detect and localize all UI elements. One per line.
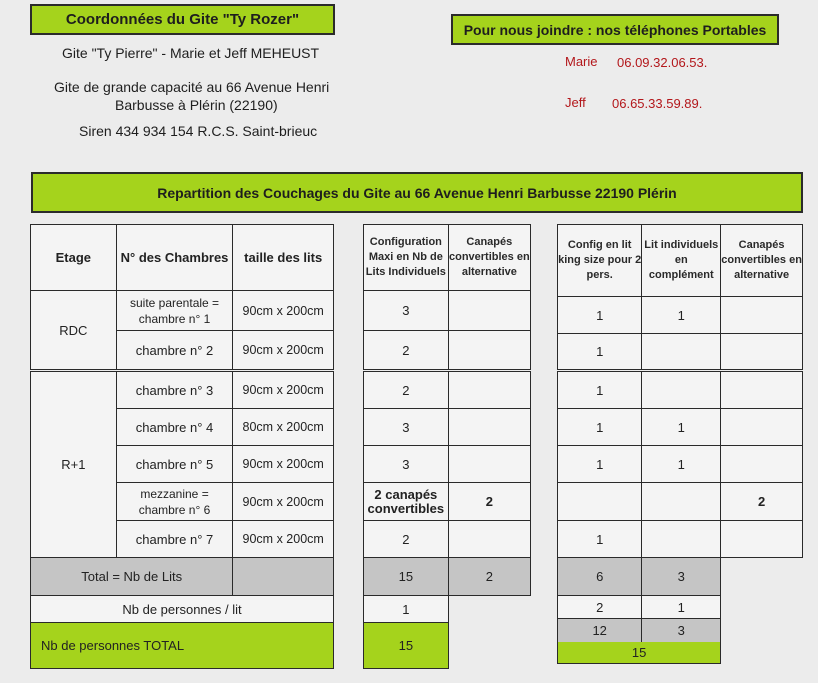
- config-cell: 2: [364, 331, 449, 371]
- persons-per-bed-label: Nb de personnes / lit: [31, 596, 334, 623]
- total-empty: [233, 558, 334, 596]
- floor-r1: R+1: [31, 371, 117, 558]
- contact-jeff-phone[interactable]: 06.65.33.59.89.: [612, 96, 703, 111]
- spacer: [448, 596, 530, 623]
- canape-cell: [448, 291, 530, 331]
- spacer: [448, 623, 530, 669]
- header-taille: taille des lits: [233, 225, 334, 291]
- room-size: 90cm x 200cm: [233, 331, 334, 371]
- spacer: [721, 596, 803, 619]
- canape-alt-cell: [721, 521, 803, 558]
- config-table: [363, 224, 531, 669]
- gite-title: Coordonnées du Gite "Ty Rozer": [65, 11, 300, 28]
- owners-text: Gite "Ty Pierre" - Marie et Jeff MEHEUST: [62, 45, 320, 61]
- canape-alt-cell: 2: [721, 483, 803, 521]
- header-chambres: N° des Chambres: [116, 225, 233, 291]
- king-persons-per-bed: 2: [558, 596, 642, 619]
- room-size: 90cm x 200cm: [233, 371, 334, 409]
- contact-jeff-name: Jeff: [565, 95, 586, 110]
- canape-cell: [448, 331, 530, 371]
- config-cell: 2: [364, 521, 449, 558]
- room-size: 90cm x 200cm: [233, 291, 334, 331]
- header-canapes-alt: Canapés convertibles en alternative: [721, 225, 803, 297]
- address-line-1: Gite de grande capacité au 66 Avenue Henri: [54, 79, 330, 95]
- canape-alt-cell: [721, 446, 803, 483]
- header-canapes: Canapés convertibles en alternative: [448, 225, 530, 291]
- phones-title-box: [451, 14, 779, 45]
- canape-cell: [448, 371, 530, 409]
- persons-total-label: Nb de personnes TOTAL: [31, 623, 334, 669]
- contact-marie-name: Marie: [565, 54, 598, 69]
- canape-alt-cell: [721, 297, 803, 334]
- canape-cell: 2: [448, 483, 530, 521]
- header-config-maxi: Configuration Maxi en Nb de Lits Individuels: [364, 225, 449, 291]
- indiv-cell: [642, 483, 721, 521]
- king-cell: 1: [558, 297, 642, 334]
- config-persons-total: 15: [364, 623, 449, 669]
- room-size: 90cm x 200cm: [233, 446, 334, 483]
- header-etage: Etage: [31, 225, 117, 291]
- config-cell: 2: [364, 371, 449, 409]
- floor-rdc: RDC: [31, 291, 117, 371]
- address-line-2: Barbusse à Plérin (22190): [115, 97, 278, 113]
- indiv-total: 3: [642, 558, 721, 596]
- king-total: 6: [558, 558, 642, 596]
- canape-alt-cell: [721, 371, 803, 409]
- indiv-cell: [642, 371, 721, 409]
- room-name: chambre n° 4: [116, 409, 233, 446]
- room-name: suite parentale = chambre n° 1: [116, 291, 233, 331]
- king-persons-sub: 12: [558, 619, 642, 642]
- indiv-cell: 1: [642, 409, 721, 446]
- canape-alt-cell: [721, 334, 803, 371]
- header-king-size: Config en lit king size pour 2 pers.: [558, 225, 642, 297]
- config-cell: 2 canapés convertibles: [364, 483, 449, 521]
- room-size: 90cm x 200cm: [233, 521, 334, 558]
- canape-cell: [448, 446, 530, 483]
- room-size: 80cm x 200cm: [233, 409, 334, 446]
- siren-text: Siren 434 934 154 R.C.S. Saint-brieuc: [79, 123, 318, 139]
- rooms-table: [30, 224, 334, 669]
- room-name: chambre n° 7: [116, 521, 233, 558]
- king-cell: 1: [558, 409, 642, 446]
- config-cell: 3: [364, 291, 449, 331]
- spacer: [721, 619, 803, 642]
- king-persons-total: 15: [558, 642, 721, 664]
- canape-total: 2: [448, 558, 530, 596]
- config-cell: 3: [364, 446, 449, 483]
- config-total: 15: [364, 558, 449, 596]
- room-name: chambre n° 5: [116, 446, 233, 483]
- king-cell: 1: [558, 371, 642, 409]
- king-cell: 1: [558, 521, 642, 558]
- kingsize-table: [557, 224, 803, 664]
- room-name: chambre n° 2: [116, 331, 233, 371]
- config-persons-per-bed: 1: [364, 596, 449, 623]
- room-size: 90cm x 200cm: [233, 483, 334, 521]
- king-cell: [558, 483, 642, 521]
- king-cell: 1: [558, 446, 642, 483]
- gite-title-box: [30, 4, 335, 35]
- section-title-box: [31, 172, 803, 213]
- canape-cell: [448, 521, 530, 558]
- indiv-persons-per-bed: 1: [642, 596, 721, 619]
- indiv-persons-sub: 3: [642, 619, 721, 642]
- indiv-cell: [642, 521, 721, 558]
- canape-alt-cell: [721, 409, 803, 446]
- section-title: Repartition des Couchages du Gite au 66 Avenue Henri Barbusse 22190 Plérin: [157, 184, 677, 201]
- config-cell: 3: [364, 409, 449, 446]
- indiv-cell: 1: [642, 297, 721, 334]
- header-lit-individuels: Lit individuels en complément: [642, 225, 721, 297]
- king-cell: 1: [558, 334, 642, 371]
- total-label: Total = Nb de Lits: [31, 558, 233, 596]
- phones-title: Pour nous joindre : nos téléphones Portables: [463, 21, 767, 38]
- spacer: [721, 558, 803, 596]
- room-name: mezzanine = chambre n° 6: [116, 483, 233, 521]
- room-name: chambre n° 3: [116, 371, 233, 409]
- indiv-cell: 1: [642, 446, 721, 483]
- canape-cell: [448, 409, 530, 446]
- indiv-cell: [642, 334, 721, 371]
- spacer: [721, 642, 803, 664]
- contact-marie-phone[interactable]: 06.09.32.06.53.: [617, 55, 708, 70]
